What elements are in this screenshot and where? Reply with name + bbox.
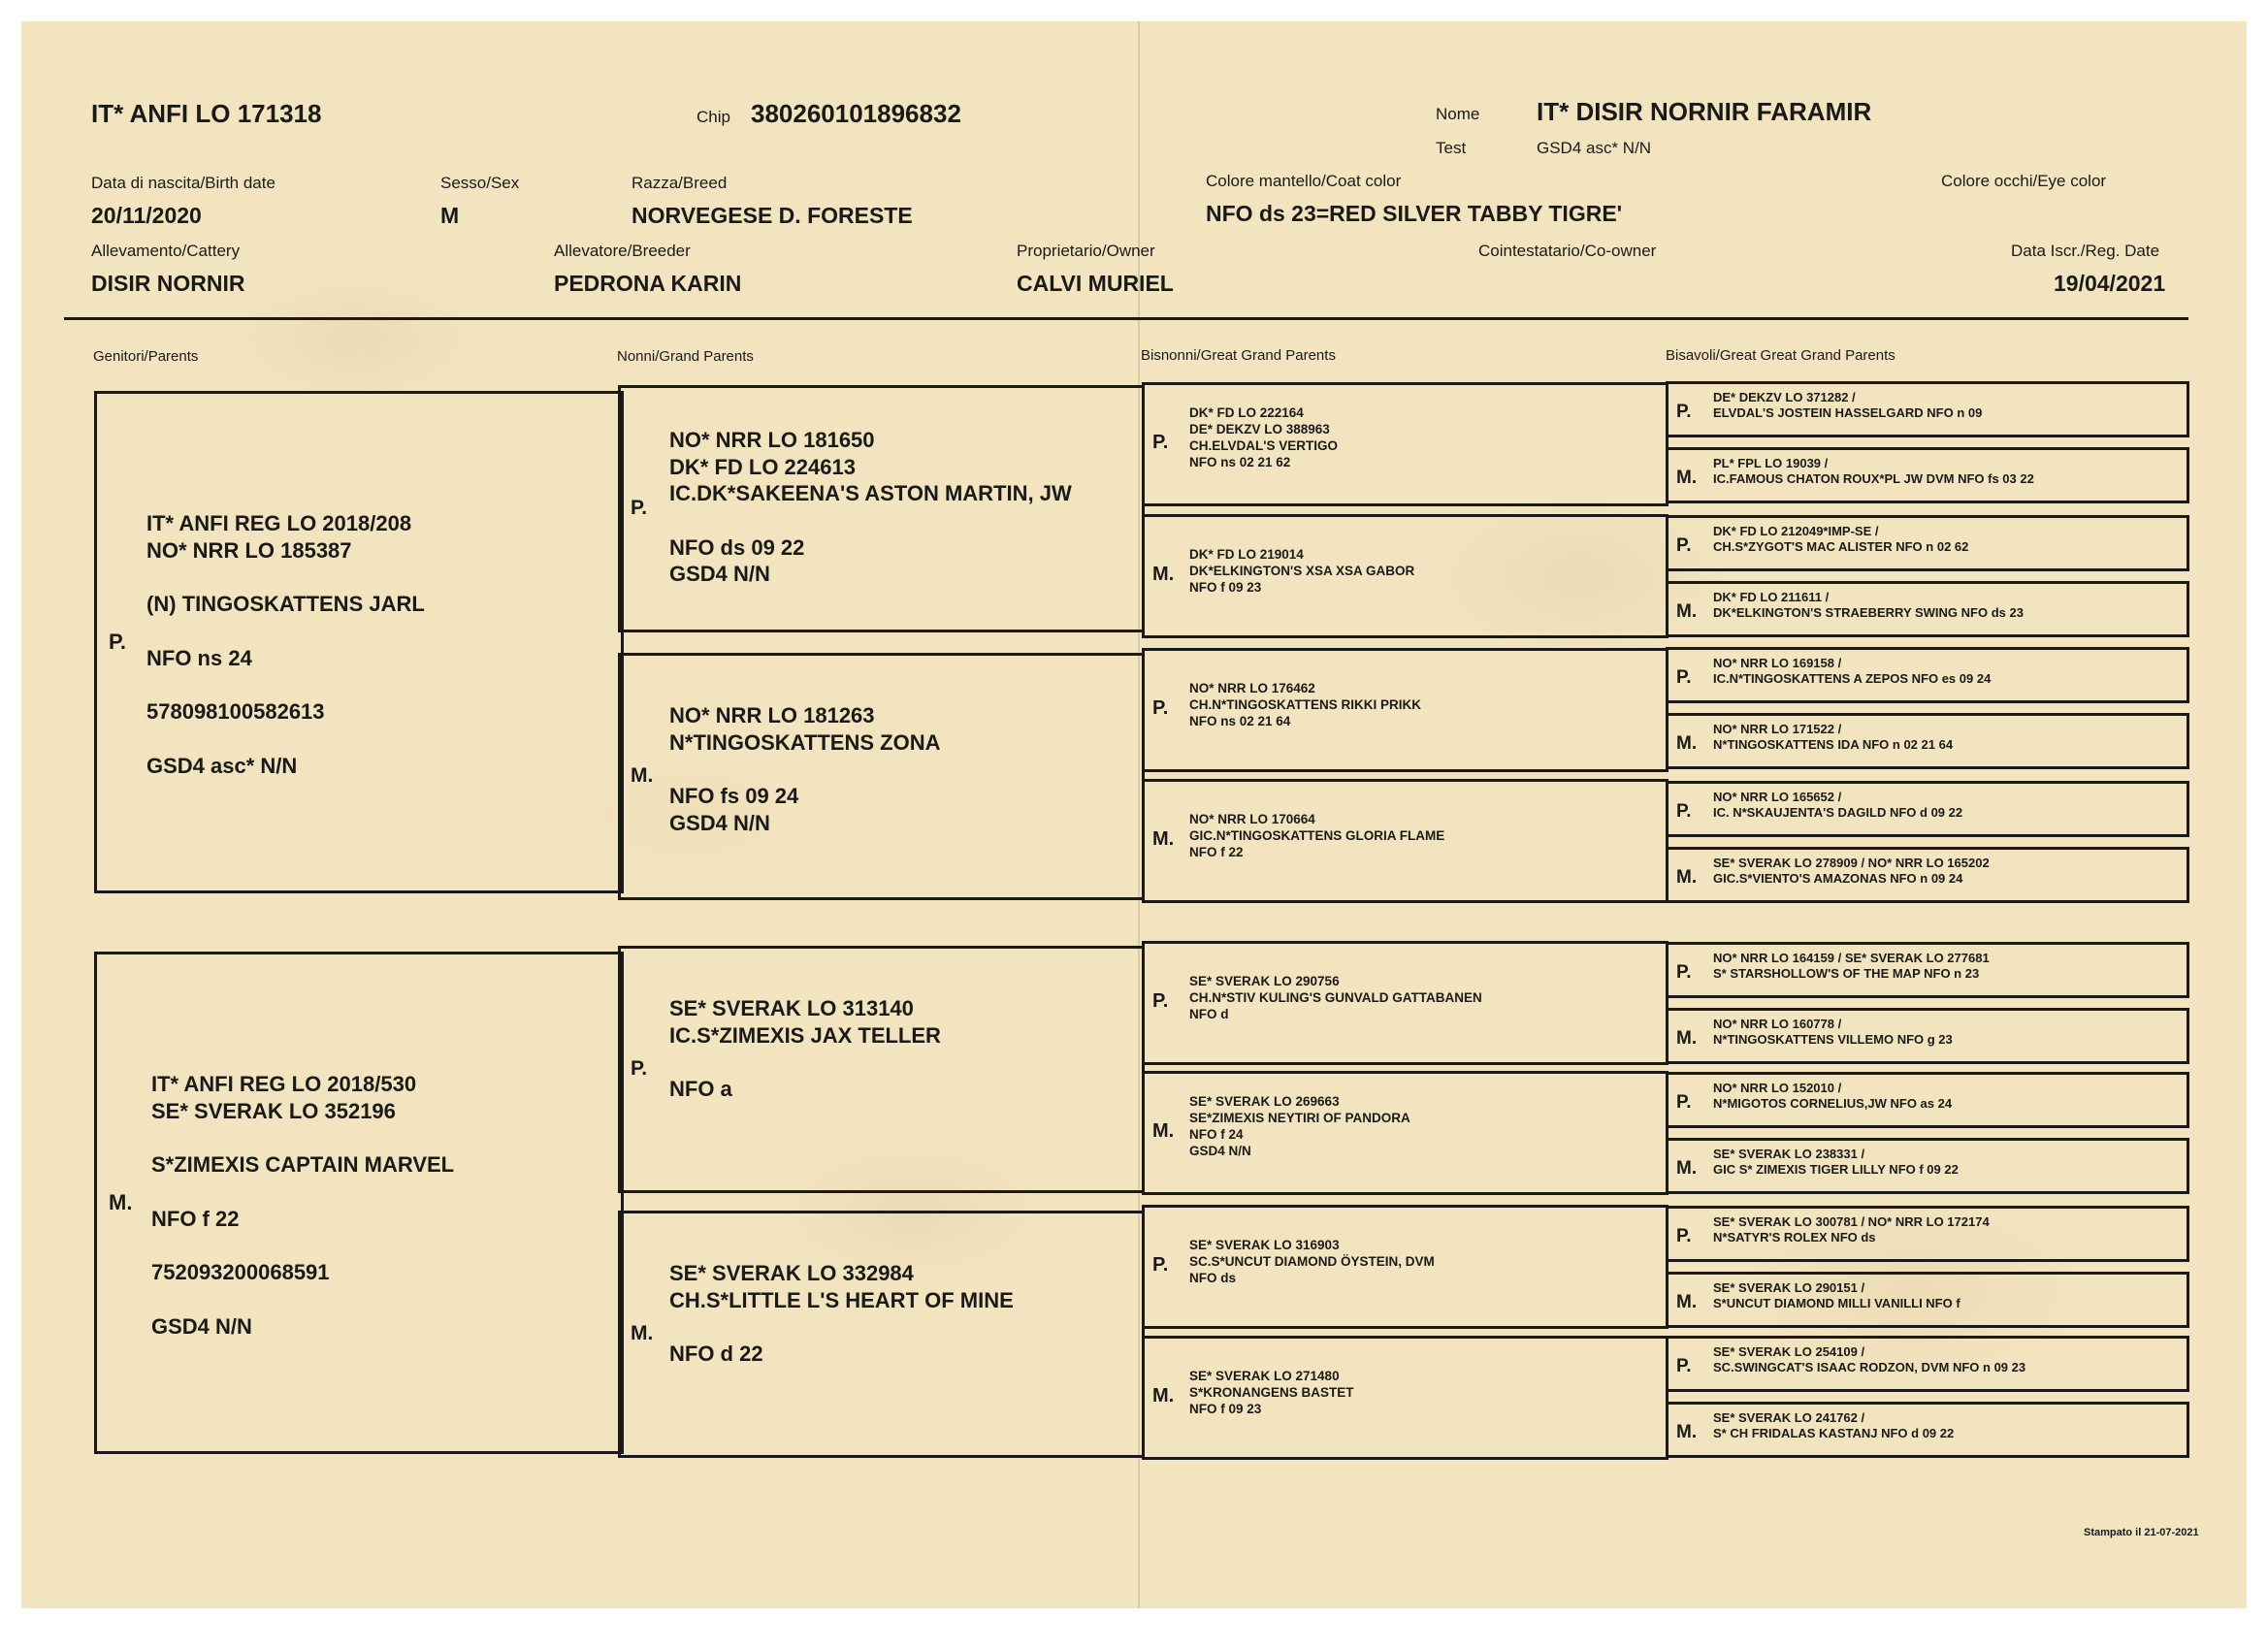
great-great-grandparent-box-14	[1666, 1272, 2189, 1328]
entry-text	[1713, 1410, 1954, 1442]
breeder-label: Allevatore/Breeder	[554, 242, 691, 260]
entry-line: SE* SVERAK LO 271480	[1189, 1369, 1340, 1383]
spacer	[146, 671, 425, 698]
entry-line: S* STARSHOLLOW'S OF THE MAP NFO n 23	[1713, 966, 1980, 982]
entry-text	[669, 1260, 1014, 1368]
entry-line: DK* FD LO 212049*IMP-SE /	[1713, 524, 1879, 538]
grandparent-mark: M.	[631, 764, 654, 787]
entry-line: IT* ANFI REG LO 2018/530	[151, 1072, 417, 1096]
entry-text	[1713, 1344, 2025, 1376]
spacer	[151, 1179, 454, 1206]
entry-text	[1713, 856, 1990, 888]
great-great-grandparent-box-2	[1666, 447, 2189, 503]
entry-line: N*MIGOTOS CORNELIUS,JW NFO as 24	[1713, 1096, 1953, 1112]
grandparent-box-2	[618, 653, 1145, 900]
great-great-grandparent-box-16	[1666, 1402, 2189, 1458]
entry-text	[1713, 524, 1968, 556]
great-grandparent-box-3	[1142, 648, 1669, 772]
entry-line: NO* NRR LO 169158 /	[1713, 656, 1842, 670]
great-great-grandparent-mark: P.	[1676, 535, 1692, 556]
entry-text	[151, 1071, 454, 1340]
great-great-grandparent-box-15	[1666, 1336, 2189, 1392]
entry-text	[1713, 1280, 1960, 1312]
great-great-grandparent-mark: M.	[1676, 867, 1698, 888]
entry-line: 578098100582613	[146, 699, 325, 724]
great-great-grandparent-box-9	[1666, 942, 2189, 998]
entry-line: NO* NRR LO 165652 /	[1713, 790, 1842, 804]
parent-mark: M.	[109, 1190, 133, 1214]
entry-line: GSD4 N/N	[669, 810, 770, 835]
entry-line: N*TINGOSKATTENS ZONA	[669, 729, 941, 755]
grandparent-mark: P.	[631, 1057, 648, 1080]
entry-line: NFO a	[669, 1077, 732, 1101]
great-grandparents-label: Bisnonni/Great Grand Parents	[1141, 347, 1336, 364]
entry-line: SC.SWINGCAT'S ISAAC RODZON, DVM NFO n 09 23	[1713, 1360, 2026, 1375]
entry-line: DK*ELKINGTON'S XSA XSA GABOR	[1189, 563, 1415, 578]
breeder-value: PEDRONA KARIN	[554, 271, 742, 296]
great-great-grandparent-box-8	[1666, 847, 2189, 903]
breed-value: NORVEGESE D. FORESTE	[632, 203, 913, 228]
entry-line: PL* FPL LO 19039 /	[1713, 456, 1829, 470]
great-grandparent-mark: M.	[1152, 1385, 1175, 1406]
entry-line: NO* NRR LO 160778 /	[1713, 1017, 1842, 1031]
entry-text	[1713, 722, 1953, 754]
entry-line: NFO d	[1189, 1006, 1229, 1021]
sex-value: M	[440, 203, 460, 228]
cattery-value: DISIR NORNIR	[91, 271, 245, 296]
grandparents-label: Nonni/Grand Parents	[617, 348, 754, 365]
great-grandparent-box-1	[1142, 382, 1669, 506]
reg-date-label: Data Iscr./Reg. Date	[2011, 242, 2160, 260]
entry-text	[1713, 1147, 1959, 1179]
great-great-grandparent-mark: P.	[1676, 1226, 1692, 1246]
entry-line: SE* SVERAK LO 300781 / NO* NRR LO 172174	[1713, 1214, 1990, 1229]
coat-color-value: NFO ds 23=RED SILVER TABBY TIGRE'	[1206, 201, 1623, 226]
spacer	[669, 756, 940, 783]
grandparent-mark: M.	[631, 1322, 654, 1344]
name-label: Nome	[1436, 105, 1480, 123]
entry-text	[1713, 1214, 1990, 1246]
great-grandparent-mark: M.	[1152, 828, 1175, 850]
sire-box	[94, 391, 624, 893]
great-great-grandparent-box-11	[1666, 1072, 2189, 1128]
entry-line: NFO ns 02 21 62	[1189, 454, 1291, 469]
entry-line: SE* SVERAK LO 290151 /	[1713, 1280, 1865, 1295]
entry-line: GSD4 N/N	[1189, 1143, 1251, 1158]
birth-date: 20/11/2020	[91, 203, 202, 228]
entry-line: GIC.N*TINGOSKATTENS GLORIA FLAME	[1189, 827, 1445, 843]
entry-text	[1713, 390, 1982, 422]
entry-line: SE* SVERAK LO 238331 /	[1713, 1147, 1865, 1161]
great-great-grandparent-box-4	[1666, 581, 2189, 637]
entry-text	[1713, 1081, 1952, 1113]
great-grandparent-box-4	[1142, 779, 1669, 903]
entry-line: CH.ELVDAL'S VERTIGO	[1189, 437, 1338, 453]
great-great-grandparents-label: Bisavoli/Great Great Grand Parents	[1666, 347, 1895, 364]
entry-line: NO* NRR LO 164159 / SE* SVERAK LO 277681	[1713, 951, 1990, 965]
entry-text	[1189, 681, 1421, 730]
entry-line: SE* SVERAK LO 316903	[1189, 1238, 1340, 1252]
entry-line: NO* NRR LO 185387	[146, 537, 352, 563]
entry-text	[669, 995, 941, 1103]
great-grandparent-mark: P.	[1152, 697, 1169, 719]
great-great-grandparent-mark: M.	[1676, 468, 1698, 488]
entry-line: NFO f 24	[1189, 1126, 1244, 1142]
entry-line: IC.S*ZIMEXIS JAX TELLER	[669, 1022, 941, 1048]
entry-line: DE* DEKZV LO 371282 /	[1713, 390, 1856, 404]
entry-line: NFO f 09 23	[1189, 579, 1262, 595]
test-label: Test	[1436, 139, 1467, 157]
parents-label: Genitori/Parents	[93, 348, 199, 365]
entry-text	[146, 510, 425, 779]
printed-date: Stampato il 21-07-2021	[2084, 1527, 2199, 1538]
great-great-grandparent-mark: M.	[1676, 1292, 1698, 1312]
great-great-grandparent-box-6	[1666, 713, 2189, 769]
entry-text	[1189, 812, 1444, 861]
entry-line: GSD4 N/N	[151, 1313, 252, 1339]
entry-line: NO* NRR LO 170664	[1189, 812, 1315, 826]
entry-line: IC. N*SKAUJENTA'S DAGILD NFO d 09 22	[1713, 805, 1963, 821]
great-great-grandparent-box-1	[1666, 381, 2189, 437]
entry-line: GIC S* ZIMEXIS TIGER LILLY NFO f 09 22	[1713, 1162, 1959, 1178]
entry-line: IC.N*TINGOSKATTENS A ZEPOS NFO es 09 24	[1713, 671, 1992, 687]
entry-line: NO* NRR LO 152010 /	[1713, 1081, 1842, 1095]
great-grandparent-box-6	[1142, 1071, 1669, 1195]
entry-line: GSD4 asc* N/N	[146, 753, 298, 778]
breed-label: Razza/Breed	[632, 174, 728, 192]
entry-line: SE* SVERAK LO 313140	[669, 996, 914, 1020]
entry-text	[1189, 1369, 1354, 1418]
entry-line: S* CH FRIDALAS KASTANJ NFO d 09 22	[1713, 1426, 1955, 1441]
entry-line: NFO f 22	[151, 1206, 240, 1231]
entry-line: NO* NRR LO 176462	[1189, 681, 1315, 695]
entry-line: SC.S*UNCUT DIAMOND ÖYSTEIN, DVM	[1189, 1253, 1435, 1269]
grandparent-box-3	[618, 946, 1145, 1193]
entry-line: CH.S*LITTLE L'S HEART OF MINE	[669, 1287, 1014, 1312]
entry-text	[1713, 951, 1990, 983]
entry-text	[1189, 974, 1482, 1023]
chip-number: 380260101896832	[751, 99, 961, 128]
great-great-grandparent-box-7	[1666, 781, 2189, 837]
header-divider	[64, 317, 2188, 320]
great-grandparent-box-8	[1142, 1336, 1669, 1460]
entry-line: NFO ns 24	[146, 645, 252, 670]
spacer	[146, 726, 425, 753]
entry-line: NFO fs 09 24	[669, 784, 799, 808]
great-grandparent-mark: P.	[1152, 432, 1169, 453]
test-value: GSD4 asc* N/N	[1537, 139, 1652, 157]
registration-number: IT* ANFI LO 171318	[91, 99, 322, 128]
great-great-grandparent-mark: P.	[1676, 1092, 1692, 1113]
co-owner-label: Cointestatario/Co-owner	[1478, 242, 1657, 260]
great-great-grandparent-mark: P.	[1676, 667, 1692, 688]
chip-label: Chip	[697, 108, 730, 126]
entry-line: GIC.S*VIENTO'S AMAZONAS NFO n 09 24	[1713, 871, 1963, 887]
entry-line: 752093200068591	[151, 1260, 330, 1284]
entry-line: SE* SVERAK LO 254109 /	[1713, 1344, 1865, 1359]
entry-text	[1713, 1017, 1953, 1049]
great-great-grandparent-mark: M.	[1676, 1158, 1698, 1179]
entry-line: IC.FAMOUS CHATON ROUX*PL JW DVM NFO fs 03 22	[1713, 471, 2034, 487]
sex-label: Sesso/Sex	[440, 174, 520, 192]
eye-color-label: Colore occhi/Eye color	[1941, 172, 2107, 190]
parent-mark: P.	[109, 630, 126, 654]
entry-text	[1189, 1238, 1435, 1287]
entry-line: N*TINGOSKATTENS IDA NFO n 02 21 64	[1713, 737, 1954, 753]
grandparent-box-1	[618, 385, 1145, 632]
great-great-grandparent-box-13	[1666, 1206, 2189, 1262]
great-grandparent-mark: M.	[1152, 564, 1175, 585]
spacer	[151, 1124, 454, 1151]
great-great-grandparent-mark: P.	[1676, 962, 1692, 983]
spacer	[151, 1286, 454, 1313]
entry-line: SE*ZIMEXIS NEYTIRI OF PANDORA	[1189, 1110, 1410, 1125]
entry-text	[669, 702, 940, 836]
great-great-grandparent-mark: P.	[1676, 801, 1692, 822]
entry-text	[1189, 1094, 1410, 1160]
great-grandparent-mark: P.	[1152, 990, 1169, 1012]
spacer	[669, 507, 1072, 534]
spacer	[146, 564, 425, 591]
entry-line: SE* SVERAK LO 241762 /	[1713, 1410, 1865, 1425]
great-great-grandparent-box-10	[1666, 1008, 2189, 1064]
entry-line: NFO ds	[1189, 1270, 1237, 1285]
entry-line: DK*ELKINGTON'S STRAEBERRY SWING NFO ds 23	[1713, 605, 2024, 621]
entry-text	[1713, 656, 1991, 688]
entry-line: DE* DEKZV LO 388963	[1189, 421, 1330, 436]
grandparent-box-4	[618, 1211, 1145, 1458]
great-grandparent-box-5	[1142, 941, 1669, 1065]
entry-line: N*SATYR'S ROLEX NFO ds	[1713, 1230, 1876, 1245]
entry-line: NFO d 22	[669, 1342, 763, 1366]
entry-line: NO* NRR LO 181650	[669, 428, 875, 452]
great-great-grandparent-box-12	[1666, 1138, 2189, 1194]
entry-line: CH.N*STIV KULING'S GUNVALD GATTABANEN	[1189, 989, 1482, 1005]
great-great-grandparent-mark: M.	[1676, 601, 1698, 622]
entry-text	[1189, 405, 1338, 471]
entry-text	[1713, 456, 2034, 488]
entry-line: NO* NRR LO 181263	[669, 703, 875, 728]
entry-line: GSD4 N/N	[669, 562, 770, 586]
great-great-grandparent-box-5	[1666, 647, 2189, 703]
great-great-grandparent-box-3	[1666, 515, 2189, 571]
spacer	[669, 1313, 1014, 1341]
entry-text	[1713, 590, 2024, 622]
entry-line: S*KRONANGENS BASTET	[1189, 1384, 1354, 1400]
entry-line: S*ZIMEXIS CAPTAIN MARVEL	[151, 1152, 455, 1177]
great-great-grandparent-mark: P.	[1676, 1356, 1692, 1376]
entry-line: SE* SVERAK LO 269663	[1189, 1094, 1340, 1109]
entry-line: DK* FD LO 219014	[1189, 547, 1304, 562]
great-great-grandparent-mark: M.	[1676, 1028, 1698, 1049]
entry-text	[1189, 547, 1414, 597]
entry-text	[669, 427, 1072, 588]
great-grandparent-box-2	[1142, 514, 1669, 638]
entry-line: S*UNCUT DIAMOND MILLI VANILLI NFO f	[1713, 1296, 1960, 1311]
birth-date-label: Data di nascita/Birth date	[91, 174, 275, 192]
spacer	[151, 1232, 454, 1259]
entry-line: SE* SVERAK LO 332984	[669, 1261, 914, 1285]
dam-box	[94, 952, 624, 1454]
owner-label: Proprietario/Owner	[1017, 242, 1155, 260]
spacer	[146, 618, 425, 645]
spacer	[669, 1049, 941, 1076]
entry-line: SE* SVERAK LO 290756	[1189, 974, 1340, 988]
entry-line: DK* FD LO 224613	[669, 454, 856, 479]
entry-text	[1713, 790, 1962, 822]
entry-line: CH.S*ZYGOT'S MAC ALISTER NFO n 02 62	[1713, 539, 1969, 555]
entry-line: CH.N*TINGOSKATTENS RIKKI PRIKK	[1189, 696, 1422, 712]
great-grandparent-mark: M.	[1152, 1120, 1175, 1142]
great-grandparent-mark: P.	[1152, 1254, 1169, 1276]
entry-line: NFO f 09 23	[1189, 1401, 1262, 1416]
entry-line: ELVDAL'S JOSTEIN HASSELGARD NFO n 09	[1713, 405, 1983, 421]
great-great-grandparent-mark: M.	[1676, 1422, 1698, 1442]
entry-line: NFO ns 02 21 64	[1189, 713, 1291, 728]
reg-date-value: 19/04/2021	[2054, 271, 2166, 296]
entry-line: DK* FD LO 211611 /	[1713, 590, 1830, 604]
owner-value: CALVI MURIEL	[1017, 271, 1174, 296]
entry-line: IT* ANFI REG LO 2018/208	[146, 511, 412, 535]
great-great-grandparent-mark: P.	[1676, 402, 1692, 422]
entry-line: DK* FD LO 222164	[1189, 405, 1304, 420]
entry-line: (N) TINGOSKATTENS JARL	[146, 592, 425, 616]
entry-line: SE* SVERAK LO 278909 / NO* NRR LO 165202	[1713, 856, 1990, 870]
entry-line: IC.DK*SAKEENA'S ASTON MARTIN, JW	[669, 481, 1072, 505]
great-grandparent-box-7	[1142, 1205, 1669, 1329]
entry-line: SE* SVERAK LO 352196	[151, 1098, 396, 1123]
cat-name: IT* DISIR NORNIR FARAMIR	[1537, 97, 1872, 126]
entry-line: NO* NRR LO 171522 /	[1713, 722, 1842, 736]
cattery-label: Allevamento/Cattery	[91, 242, 241, 260]
entry-line: NFO ds 09 22	[669, 534, 805, 560]
grandparent-mark: P.	[631, 497, 648, 519]
great-great-grandparent-mark: M.	[1676, 733, 1698, 754]
coat-color-label: Colore mantello/Coat color	[1206, 172, 1402, 190]
entry-line: NFO f 22	[1189, 844, 1244, 859]
entry-line: N*TINGOSKATTENS VILLEMO NFO g 23	[1713, 1032, 1953, 1048]
